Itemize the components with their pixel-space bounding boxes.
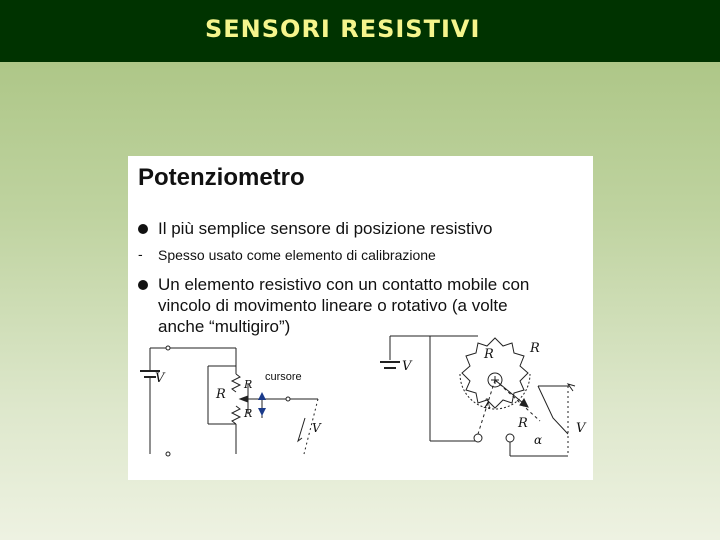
linear-potentiometer-diagram xyxy=(140,346,318,456)
left-r-top-label: R xyxy=(244,378,253,391)
lambda-label: λ xyxy=(484,397,492,411)
rotary-r-label-3: R xyxy=(518,416,528,431)
potentiometer-diagrams xyxy=(128,156,593,480)
dash-icon: - xyxy=(138,246,143,262)
left-vout-label: V xyxy=(312,421,321,435)
sub-bullet-1-text: Spesso usato come elemento di calibrazione xyxy=(158,247,436,263)
slide-title: SENSORI RESISTIVI xyxy=(205,15,481,43)
title-bar xyxy=(0,0,720,62)
bullet-2-line-3: anche “multigiro”) xyxy=(158,317,291,336)
bullet-1-text: Il più semplice sensore di posizione resistivo xyxy=(158,219,493,238)
rotary-r-label-2: R xyxy=(530,341,540,356)
alpha-label: α xyxy=(534,433,543,447)
bullet-2-line-1: Un elemento resistivo con un contatto mobile con xyxy=(158,275,530,294)
slide-heading: Potenziometro xyxy=(138,164,305,191)
left-r-bottom-label: R xyxy=(244,407,253,420)
bullet-2-line-2: vincolo di movimento lineare o rotativo (a volte xyxy=(158,296,508,315)
rotary-r-label-1: R xyxy=(484,347,494,362)
right-vout-label: V xyxy=(576,421,586,436)
rotary-potentiometer-diagram xyxy=(380,336,575,456)
slide-image xyxy=(128,156,593,480)
right-v-label: V xyxy=(402,359,412,374)
left-r-label: R xyxy=(216,387,226,402)
cursor-label: cursore xyxy=(265,371,302,383)
left-v-label: V xyxy=(155,371,165,386)
